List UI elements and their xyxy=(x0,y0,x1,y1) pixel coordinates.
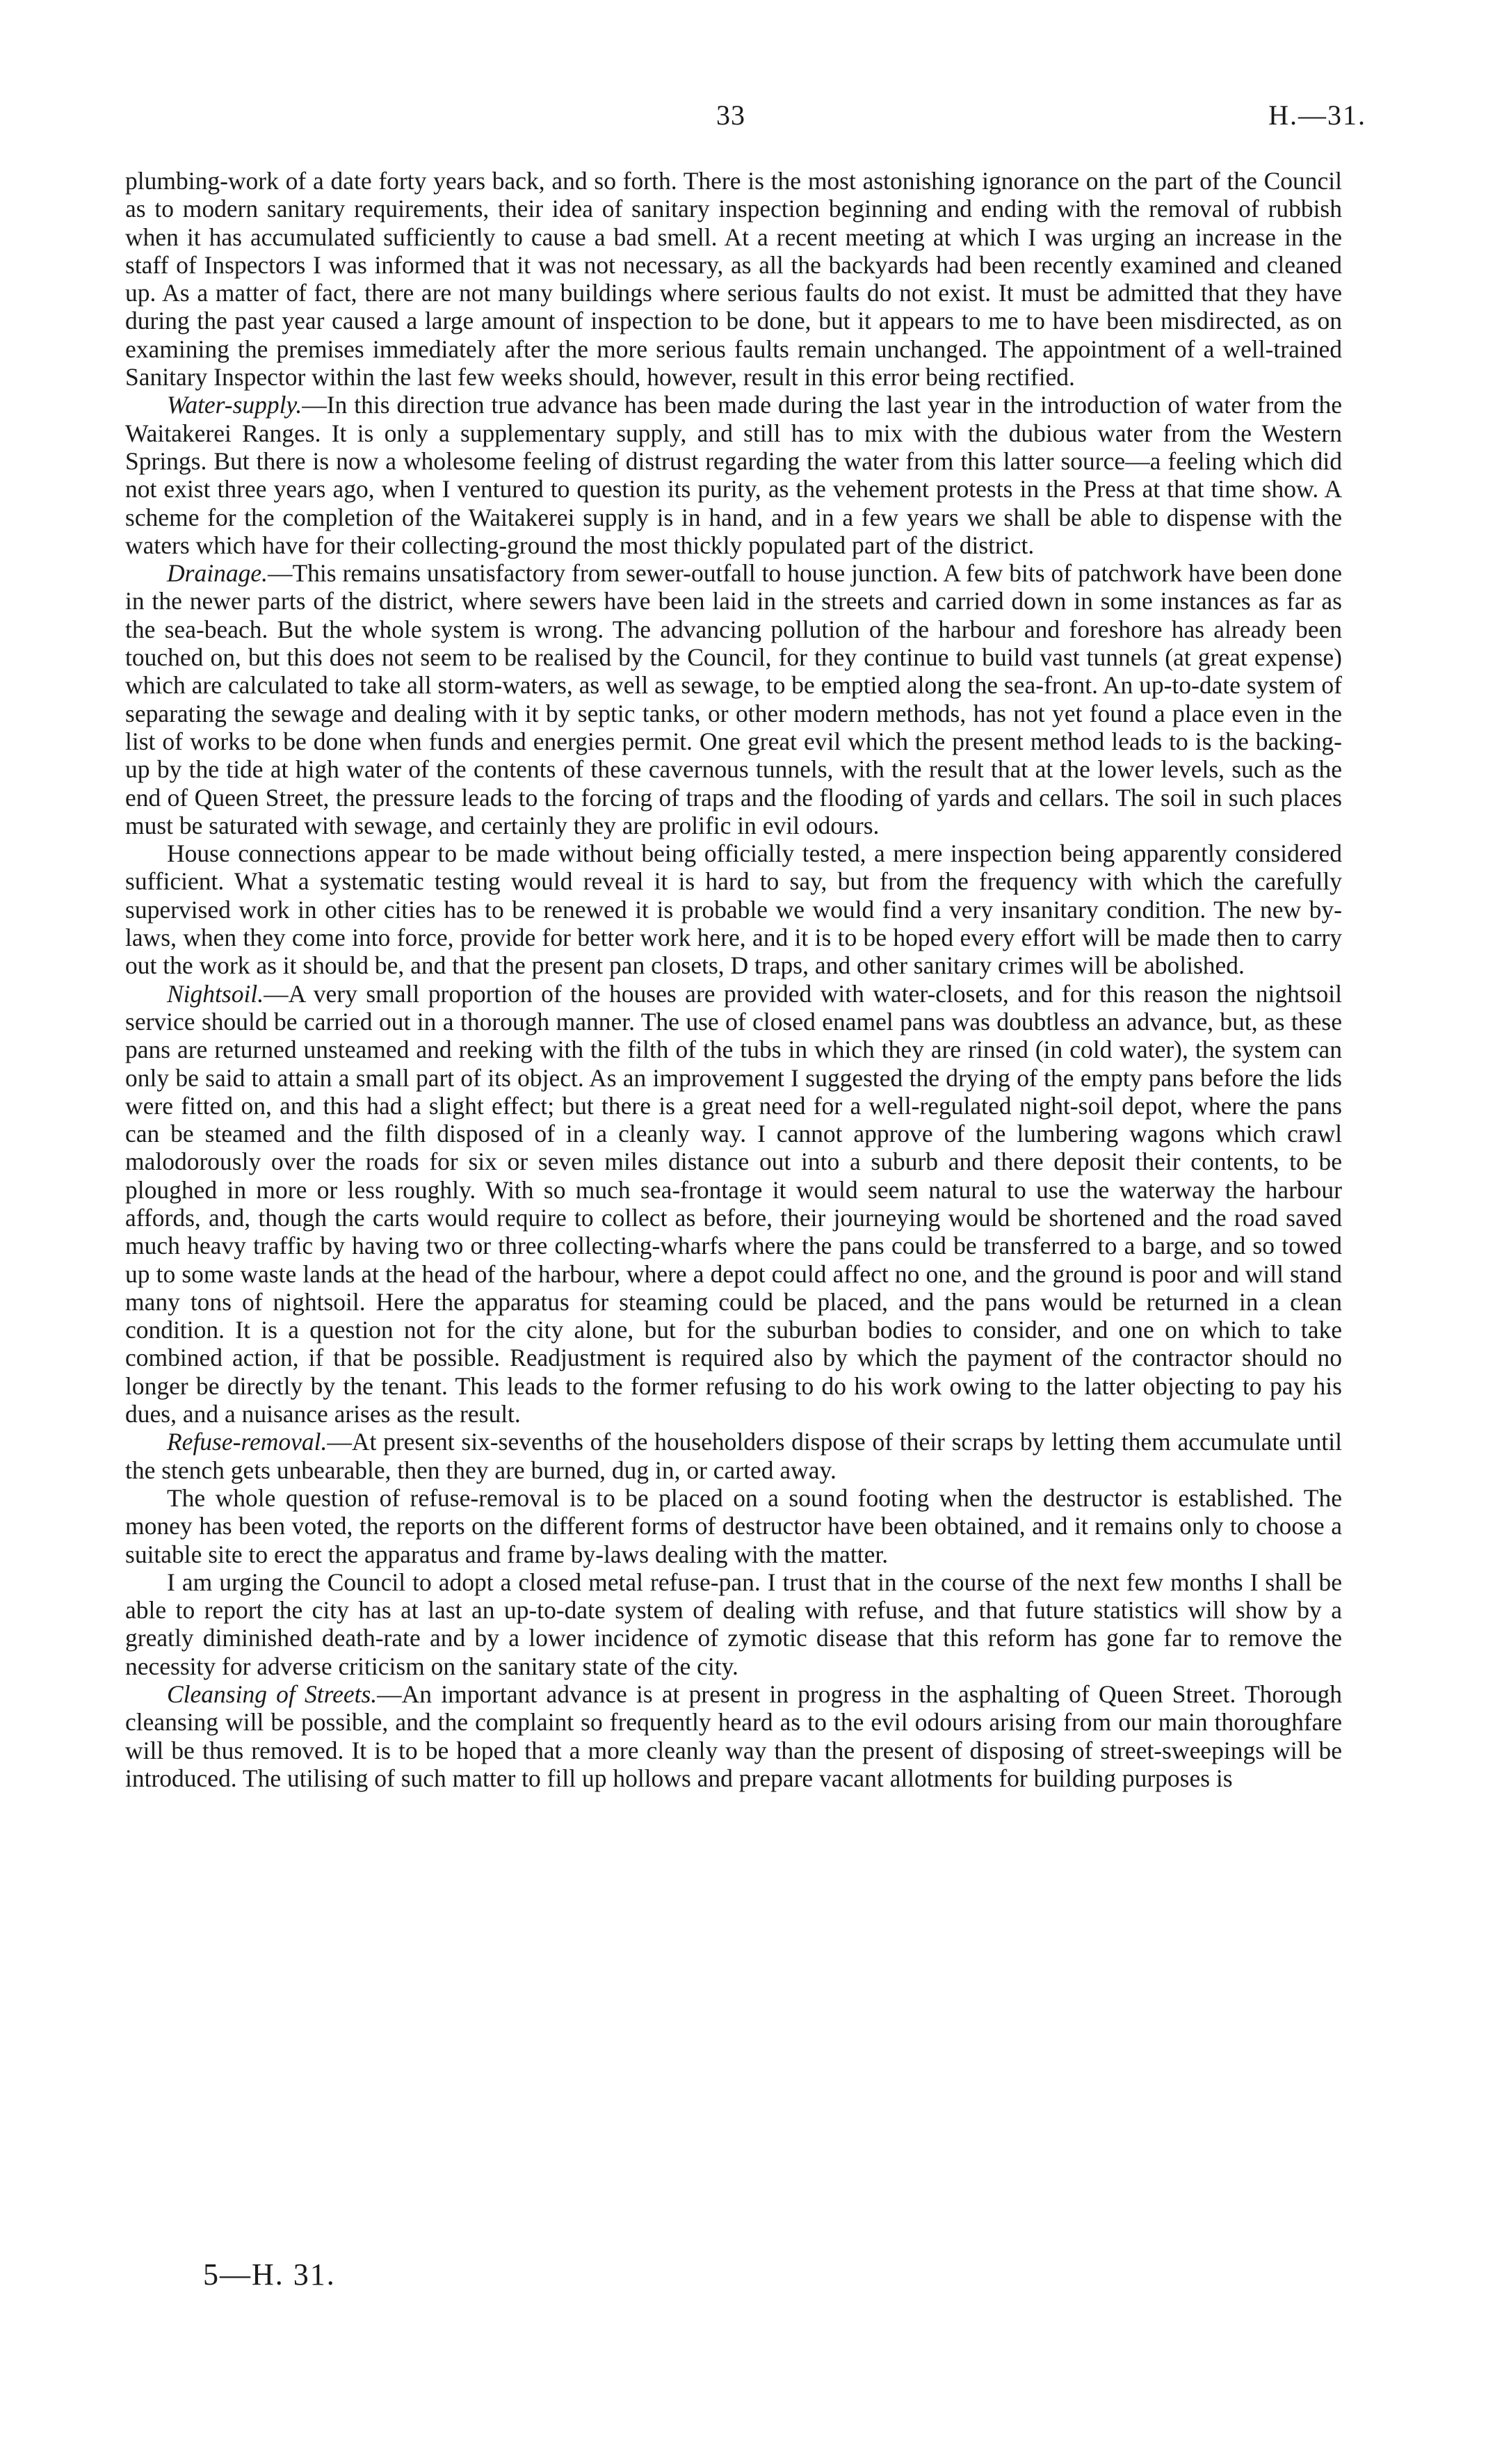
section-heading: Cleansing of Streets. xyxy=(167,1680,378,1709)
paragraph-text: plumbing-work of a date forty years back, and so forth. There is the most astonishing ignorance on the part of the Council as to modern sanitary requirements, their idea of sanitary inspection beginning and ending with the removal of rubbish when it has accumulated sufficiently to cause a bad smell. At a recent meeting at which I was urging an increase in the staff of Inspectors I was informed that it was not necessary, as all the backyards had been recently examined and cleaned up. As a matter of fact, there are not many buildings where serious faults do not exist. It must be admitted that they have during the past year caused a large amount of inspection to be done, but it appears to me to have been misdirected, as on examining the premises immediately after the more serious faults remain unchanged. The appointment of a well-trained Sanitary Inspector within the last few weeks should, however, result in this error being rectified. xyxy=(125,167,1342,392)
paragraph-text: House connections appear to be made without being officially tested, a mere inspection being apparently considered sufficient. What a systematic testing would reveal it is hard to say, but from the frequency with which the carefully supervised work in other cities has to be renewed it is probable we would find a very insanitary condition. The new by-laws, when they come into force, provide for better work here, and it is to be hoped every effort will be made then to carry out the work as it should be, and that the present pan closets, D traps, and other sanitary crimes will be abolished. xyxy=(125,839,1342,980)
paragraph-text: The whole question of refuse-removal is to be placed on a sound footing when the destructor is established. The money has been voted, the reports on the different forms of destructor have been obtained, and it remains only to choose a suitable site to erect the apparatus and frame by-laws dealing with the matter. xyxy=(125,1483,1342,1568)
paragraph-nightsoil xyxy=(125,980,1342,1428)
paragraph-text: —This remains unsatisfactory from sewer-outfall to house junction. A few bits of patchwork have been done in the newer parts of the district, where sewers have been laid in the streets and carried down in some instances as far as the sea-beach. But the whole system is wrong. The advancing pollution of the harbour and foreshore has already been touched on, but this does not seem to be realised by the Council, for they continue to build vast tunnels (at great expense) which are calculated to take all storm-waters, as well as sewage, to be emptied along the sea-front. An up-to-date system of separating the sewage and dealing with it by septic tanks, or other modern methods, has not yet found a place even in the list of works to be done when funds and energies permit. One great evil which the present method leads to is the backing-up by the tide at high water of the contents of these cavernous tunnels, with the result that at the lower levels, such as the end of Queen Street, the pressure leads to the forcing of traps and the flooding of yards and cellars. The soil in such places must be saturated with sewage, and certainly they are prolific in evil odours. xyxy=(125,559,1342,839)
paragraph-sanitary-inspection xyxy=(125,167,1342,391)
paragraph-water-supply xyxy=(125,391,1342,559)
section-heading: Water-supply. xyxy=(167,391,302,419)
page-number: 33 xyxy=(716,99,745,131)
document-reference: H.—31. xyxy=(1268,99,1366,131)
paragraph-text: —A very small proportion of the houses are provided with water-closets, and for this reason the nightsoil service should be carried out in a thorough manner. The use of closed enamel pans was doubtless an advance, but, as these pans are returned unsteamed and reeking with the filth of the tubs in which they are rinsed (in cold water), the system can only be said to attain a small part of its object. As an improvement I suggested the drying of the empty pans before the lids were fitted on, and this had a slight effect; but there is a great need for a well-regulated night-soil depot, where the pans can be steamed and the filth disposed of in a cleanly way. I cannot approve of the lumbering wagons which crawl malodorously over the roads for six or seven miles distance out into a suburb and there deposit their contents, to be ploughed in more or less roughly. With so much sea-frontage it would seem natural to use the waterway the harbour affords, and, though the carts would require to collect as before, their journeying would be shortened and the road saved much heavy traffic by having two or three collecting-wharfs where the pans could be transferred to a barge, and so towed up to some waste lands at the head of the harbour, where a depot could affect no one, and the ground is poor and will stand many tons of nightsoil. Here the apparatus for steaming could be placed, and the pans would be returned in a clean condition. It is a question not for the city alone, but for the suburban bodies to consider, and one on which to take combined action, if that be possible. Readjustment is required also by which the payment of the contractor should no longer be directly by the tenant. This leads to the former refusing to do his work owing to the latter objecting to pay his dues, and a nuisance arises as the result. xyxy=(125,979,1342,1428)
paragraph-text: —An important advance is at present in progress in the asphalting of Queen Street. Thorough cleansing will be possible, and the complaint so frequently heard as to the evil odours arising from our main thoroughfare will be thus removed. It is to be hoped that a more cleanly way than the present of disposing of street-sweepings will be introduced. The utilising of such matter to fill up hollows and prepare vacant allotments for building purposes is xyxy=(125,1680,1342,1792)
section-heading: Nightsoil. xyxy=(167,979,264,1008)
paragraph-cleansing-of-streets xyxy=(125,1680,1342,1792)
paragraph-refuse-pan xyxy=(125,1568,1342,1680)
body-text xyxy=(125,167,1342,1792)
paragraph-text: —In this direction true advance has been made during the last year in the introduction of water from the Waitakerei Ranges. It is only a supplementary supply, and still has to mix with the dubious water from the Western Springs. But there is now a wholesome feeling of distrust regarding the water from this latter source—a feeling which did not exist three years ago, when I ventured to question its purity, as the vehement protests in the Press at that time show. A scheme for the completion of the Waitakerei supply is in hand, and in a few years we shall be able to dispense with the waters which have for their collecting-ground the most thickly populated part of the district. xyxy=(125,391,1342,559)
paragraph-text: I am urging the Council to adopt a closed metal refuse-pan. I trust that in the course of the next few months I shall be able to report the city has at last an up-to-date system of dealing with refuse, and that future statistics will show by a greatly diminished death-rate and by a lower incidence of zymotic disease that this reform has gone far to remove the necessity for adverse criticism on the sanitary state of the city. xyxy=(125,1568,1342,1680)
section-heading: Refuse-removal. xyxy=(167,1428,328,1456)
paragraph-destructor xyxy=(125,1484,1342,1568)
signature-mark: 5—H. 31. xyxy=(203,2257,336,2292)
paragraph-drainage xyxy=(125,559,1342,839)
section-heading: Drainage. xyxy=(167,559,268,588)
paragraph-refuse-removal xyxy=(125,1428,1342,1484)
paragraph-house-connections xyxy=(125,839,1342,979)
paragraph-text: —At present six-sevenths of the householders dispose of their scraps by letting them accumulate until the stench gets unbearable, then they are burned, dug in, or carted away. xyxy=(125,1428,1342,1484)
